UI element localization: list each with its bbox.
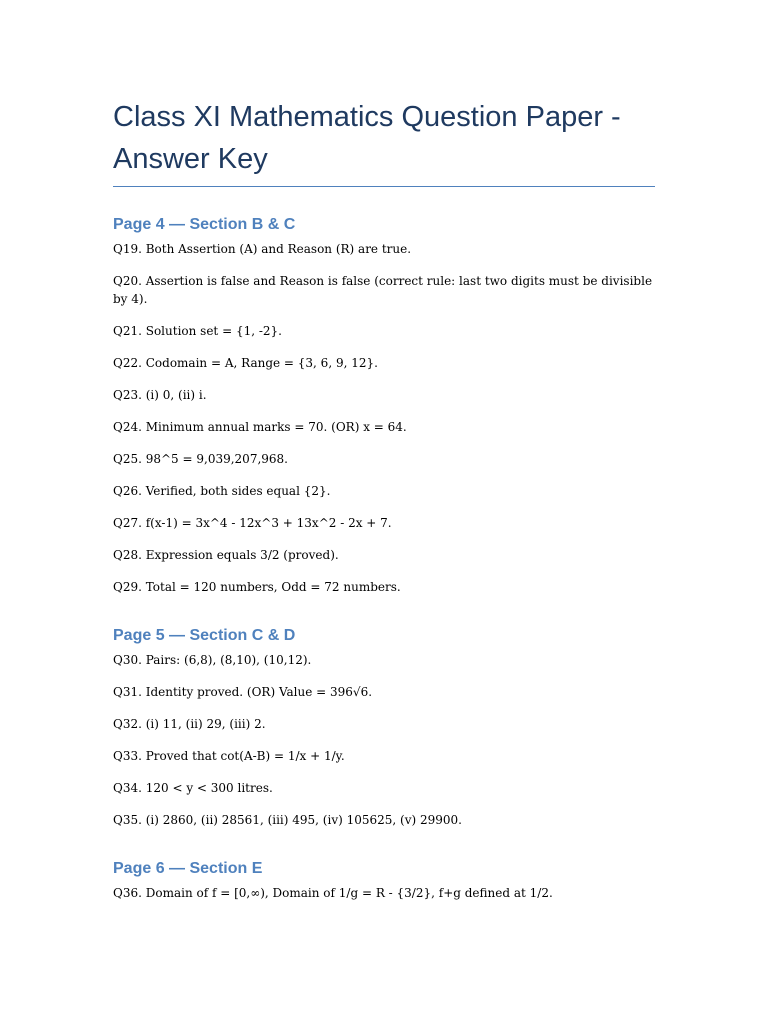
page-title: Class XI Mathematics Question Paper - Answer Key	[113, 96, 655, 187]
answer-q30: Q30. Pairs: (6,8), (8,10), (10,12).	[113, 653, 312, 667]
section-page-5	[113, 626, 655, 829]
section-page-4	[113, 215, 655, 596]
answer-q26: Q26. Verified, both sides equal {2}.	[113, 484, 331, 498]
answer-q32: Q32. (i) 11, (ii) 29, (iii) 2.	[113, 717, 266, 731]
answer-q35: Q35. (i) 2860, (ii) 28561, (iii) 495, (iv) 105625, (v) 29900.	[113, 813, 462, 827]
answer-q28: Q28. Expression equals 3/2 (proved).	[113, 548, 339, 562]
section-page-6	[113, 859, 655, 902]
answer-q22: Q22. Codomain = A, Range = {3, 6, 9, 12}.	[113, 356, 378, 370]
section-heading: Page 6 — Section E	[113, 860, 263, 877]
section-heading: Page 4 — Section B & C	[113, 216, 296, 233]
answer-q34: Q34. 120 < y < 300 litres.	[113, 781, 273, 795]
answer-q36: Q36. Domain of f = [0,∞), Domain of 1/g = R - {3/2}, f+g defined at 1/2.	[113, 886, 553, 900]
answer-q19: Q19. Both Assertion (A) and Reason (R) are true.	[113, 242, 412, 256]
section-heading: Page 5 — Section C & D	[113, 627, 296, 644]
answer-q23: Q23. (i) 0, (ii) i.	[113, 388, 207, 402]
answer-q21: Q21. Solution set = {1, -2}.	[113, 324, 282, 338]
answer-q33: Q33. Proved that cot(A-B) = 1/x + 1/y.	[113, 749, 345, 763]
answer-q25: Q25. 98^5 = 9,039,207,968.	[113, 452, 288, 466]
document-page	[113, 96, 655, 902]
answer-q20: Q20. Assertion is false and Reason is false (correct rule: last two digits must be divisible by 4).	[113, 274, 653, 306]
answer-q31: Q31. Identity proved. (OR) Value = 396√6.	[113, 685, 373, 699]
answer-q27: Q27. f(x-1) = 3x^4 - 12x^3 + 13x^2 - 2x + 7.	[113, 516, 392, 530]
answer-q29: Q29. Total = 120 numbers, Odd = 72 numbers.	[113, 580, 401, 594]
answer-q24: Q24. Minimum annual marks = 70. (OR) x = 64.	[113, 420, 407, 434]
